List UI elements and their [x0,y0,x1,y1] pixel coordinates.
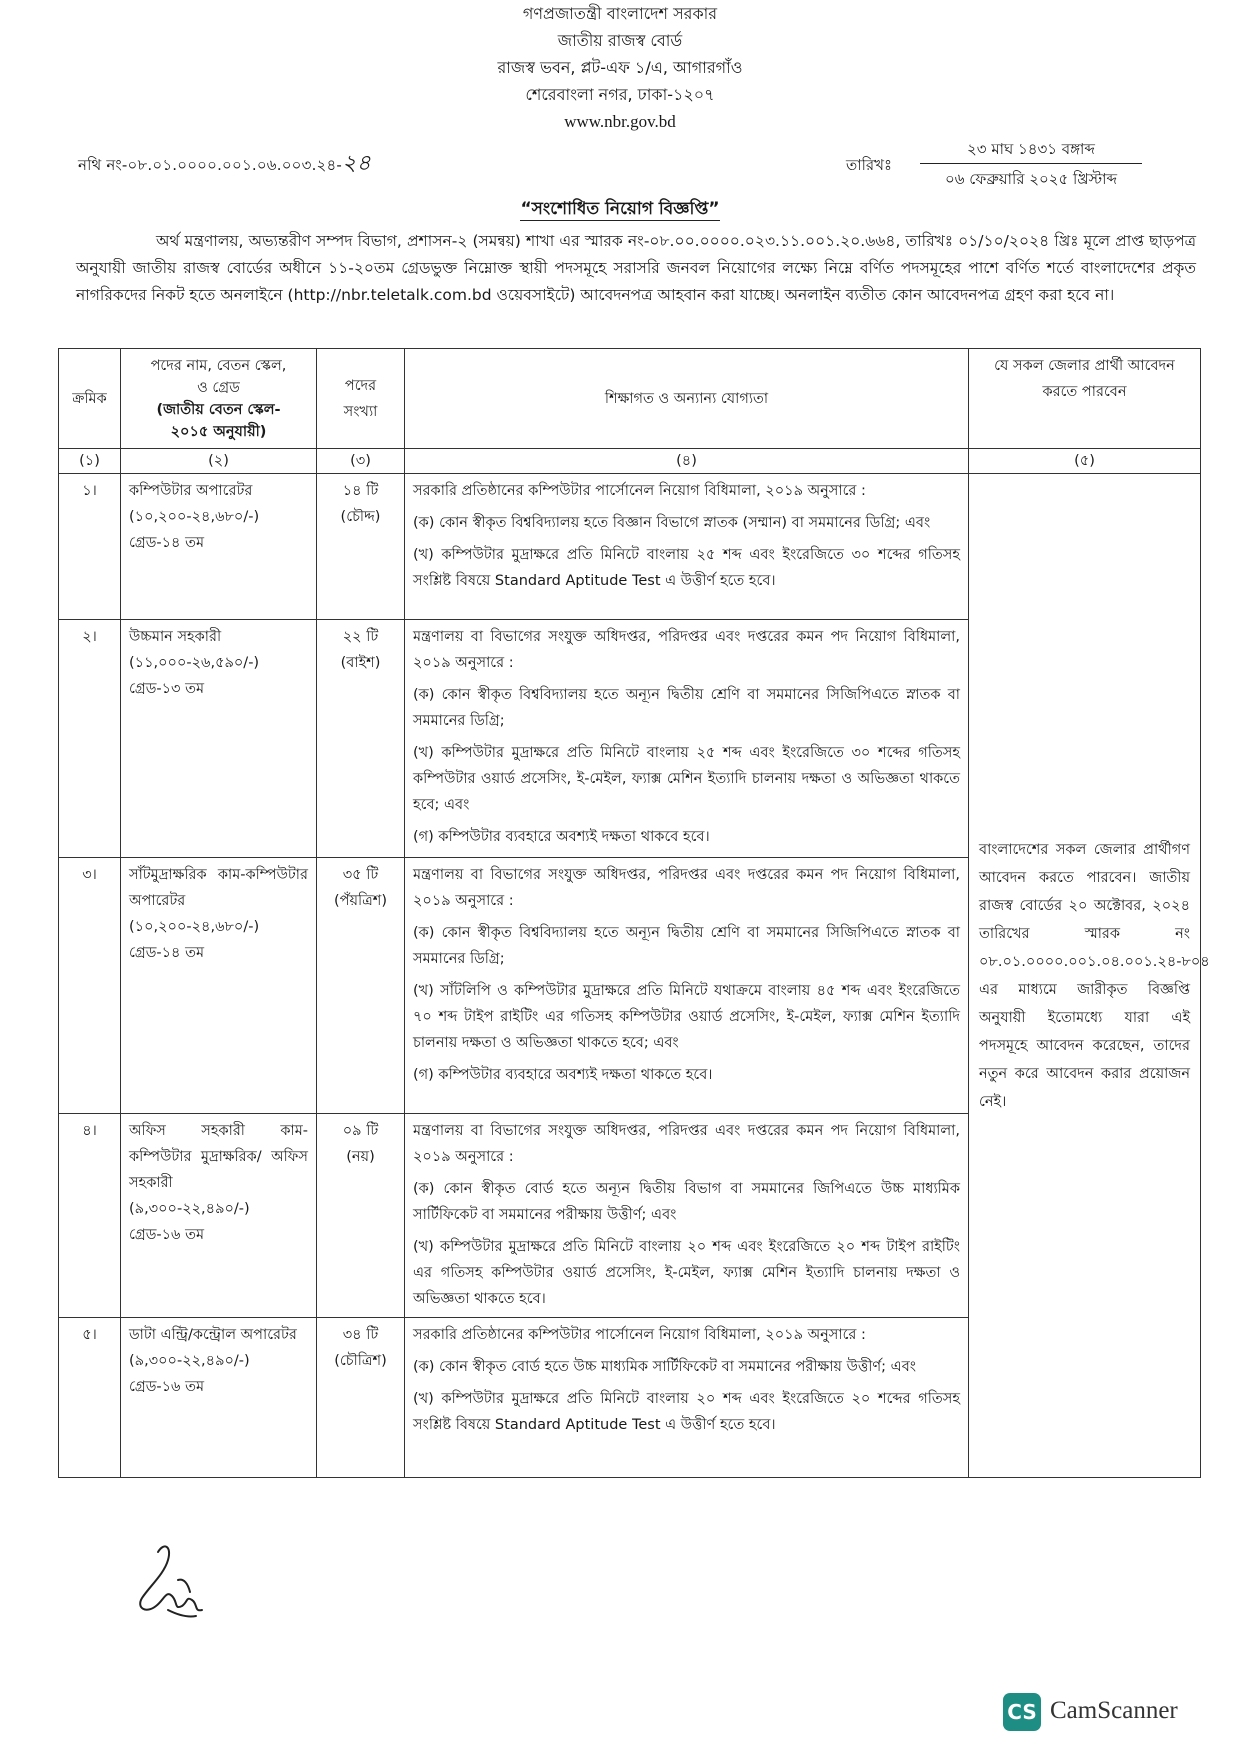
header-count-line2: সংখ্যা [343,403,378,420]
row-serial: ২। [59,620,121,858]
post-name: ডাটা এন্ট্রি/কন্ট্রোল অপারেটর [129,1327,297,1343]
header-count [317,349,405,449]
header-city: শেরেবাংলা নগর, ঢাকা-১২০৭ [525,85,715,104]
notice-title-text: “সংশোধিত নিয়োগ বিজ্ঞপ্তি” [520,199,720,219]
col-number-4: (৪) [405,449,969,474]
header-post-line2: ও গ্রেড [197,379,240,396]
post-count-words: (চৌত্রিশ) [334,1353,387,1369]
post-count-words: (নয়) [346,1149,375,1165]
post-grade: গ্রেড-১৬ তম [129,1379,205,1395]
handwritten-signature-icon [128,1540,218,1620]
memo-handwritten-suffix: ২৪ [342,151,372,176]
qualification-a: (ক) কোন স্বীকৃত বোর্ড হতে উচ্চ মাধ্যমিক সার্টিফিকেট বা সমমানের পরীক্ষায় উত্তীর্ণ; এবং [413,1359,916,1375]
row-post [121,1114,317,1318]
row-serial: ৫। [59,1318,121,1478]
header-post-line1: পদের নাম, বেতন স্কেল, [150,357,287,374]
qualification-intro: সরকারি প্রতিষ্ঠানের কম্পিউটার পার্সোনেল নিয়োগ বিধিমালা, ২০১৯ অনুসারে : [413,1327,866,1343]
camscanner-brand: CamScanner [1050,1697,1178,1724]
qualification-a: (ক) কোন স্বীকৃত বিশ্ববিদ্যালয় হতে অন্যূন দ্বিতীয় শ্রেণি বা সমমানের সিজিপিএতে স্নাতক বা সমমানের ডিগ্রি; [413,925,960,967]
qualification-a: (ক) কোন স্বীকৃত বিশ্ববিদ্যালয় হতে বিজ্ঞান বিভাগে স্নাতক (সম্মান) বা সমমানের ডিগ্রি; এবং [413,515,931,531]
col-number-5: (৫) [969,449,1201,474]
row-count [317,620,405,858]
post-grade: গ্রেড-১৬ তম [129,1227,205,1243]
header-address: রাজস্ব ভবন, প্লট-এফ ১/এ, আগারগাঁও [497,58,743,77]
post-name: কম্পিউটার অপারেটর [129,483,253,499]
header-serial: ক্রমিক [59,349,121,449]
intro-text: অর্থ মন্ত্রণালয়, অভ্যন্তরীণ সম্পদ বিভাগ, প্রশাসন-২ (সমন্বয়) শাখা এর স্মারক নং-০৮.০০.০০০০.০২৩.১১.০০১.২০.৬৬৪, তারিখঃ ০১/১০/২০২৪ খ্রিঃ মূলে প্রাপ্ত ছাড়পত্র অনুযায়ী জাতীয় রাজস্ব বোর্ডের অধীনে ১১-২০তম গ্রেডভুক্ত নিম্নোক্ত স্থায়ী পদসমূহে সরাসরি জনবল নিয়োগের লক্ষ্যে নিম্নে বর্ণিত পদসমূহের পাশে বর্ণিত শর্তে বাংলাদেশের প্রকৃত নাগরিকদের নিকট হতে অনলাইনে (http://nbr.teletalk.com.bd ওয়েবসাইটে) আবেদনপত্র আহবান করা যাচ্ছে। অনলাইন ব্যতীত কোন আবেদনপত্র গ্রহণ করা হবে না। [76,232,1196,304]
qualification-a: (ক) কোন স্বীকৃত বিশ্ববিদ্যালয় হতে অন্যূন দ্বিতীয় শ্রেণি বা সমমানের সিজিপিএতে স্নাতক বা সমমানের ডিগ্রি; [413,687,960,729]
post-name: উচ্চমান সহকারী [129,629,222,645]
recruitment-table [58,348,1210,1478]
header-government: গণপ্রজাতন্ত্রী বাংলাদেশ সরকার [522,4,718,23]
post-name: সাঁটমুদ্রাক্ষরিক কাম-কম্পিউটার অপারেটর [129,867,308,909]
post-count: ১৪ টি [342,483,379,499]
row-qualification [405,1114,969,1318]
qualification-c: (গ) কম্পিউটার ব্যবহারে অবশ্যই দক্ষতা থাকবে হবে। [413,829,710,845]
header-website: www.nbr.gov.bd [564,112,676,131]
qualification-b: (খ) সাঁটলিপি ও কম্পিউটার মুদ্রাক্ষরে প্রতি মিনিটে যথাক্রমে বাংলায় ৪৫ শব্দ এবং ইংরেজিতে ৭০ শব্দ টাইপ রাইটিং এর গতিসহ কম্পিউটার ওয়ার্ড প্রসেসিং, ই-মেইল, ফ্যাক্স মেশিন ইত্যাদি চালনায় দক্ষতা ও অভিজ্ঞতা থাকতে হবে; এবং [413,983,960,1051]
qualification-a: (ক) কোন স্বীকৃত বোর্ড হতে অন্যূন দ্বিতীয় বিভাগ বা সমমানের জিপিএতে উচ্চ মাধ্যমিক সার্টিফিকেট বা সমমানের পরীক্ষায় উত্তীর্ণ; এবং [413,1181,960,1223]
row-post [121,620,317,858]
qualification-b: (খ) কম্পিউটার মুদ্রাক্ষরে প্রতি মিনিটে বাংলায় ২০ শব্দ এবং ইংরেজিতে ২০ শব্দ টাইপ রাইটিং এর গতিসহ কম্পিউটার ওয়ার্ড প্রসেসিং, ই-মেইল, ফ্যাক্স মেশিন ইত্যাদি চালনায় দক্ষতা ও অভিজ্ঞতা থাকতে হবে। [413,1239,960,1307]
qualification-b: (খ) কম্পিউটার মুদ্রাক্ষরে প্রতি মিনিটে বাংলায় ২০ শব্দ এবং ইংরেজিতে ২০ শব্দের গতিসহ সংশ্লিষ্ট বিষয়ে Standard Aptitude Test এ উত্তীর্ণ হতে হবে। [413,1391,960,1433]
header-district: যে সকল জেলার প্রার্থী আবেদন করতে পারবেন [969,349,1201,449]
row-qualification [405,1318,969,1478]
qualification-b: (খ) কম্পিউটার মুদ্রাক্ষরে প্রতি মিনিটে বাংলায় ২৫ শব্দ এবং ইংরেজিতে ৩০ শব্দের গতিসহ কম্পিউটার ওয়ার্ড প্রসেসিং, ই-মেইল, ফ্যাক্স মেশিন ইত্যাদি চালনায় দক্ষতা ও অভিজ্ঞতা থাকতে হবে; এবং [413,745,960,813]
post-count: ৩৪ টি [342,1327,379,1343]
post-grade: গ্রেড-১৩ তম [129,681,205,697]
header-count-line1: পদের [344,377,377,394]
post-grade: গ্রেড-১৪ তম [129,945,205,961]
qualification-intro: মন্ত্রণালয় বা বিভাগের সংযুক্ত অধিদপ্তর, পরিদপ্তর এবং দপ্তরের কমন পদ নিয়োগ বিধিমালা, ২০১৯ অনুসারে : [413,629,960,671]
row-qualification [405,858,969,1114]
post-scale: (৯,৩০০-২২,৪৯০/-) [129,1201,250,1217]
col-number-1: (১) [59,449,121,474]
post-count: ০৯ টি [342,1123,379,1139]
qualification-b: (খ) কম্পিউটার মুদ্রাক্ষরে প্রতি মিনিটে বাংলায় ২৫ শব্দ এবং ইংরেজিতে ৩০ শব্দের গতিসহ সংশ্লিষ্ট বিষয়ে Standard Aptitude Test এ উত্তীর্ণ হতে হবে। [413,547,960,589]
post-count-words: (বাইশ) [340,655,381,671]
date-label: তারিখঃ [846,156,892,174]
row-qualification [405,474,969,620]
post-scale: (১০,২০০-২৪,৬৮০/-) [129,509,260,525]
table-row [59,474,1201,620]
post-count-words: (পঁয়ত্রিশ) [333,893,388,909]
date-bangla: ২৩ মাঘ ১৪৩১ বঙ্গাব্দ [967,140,1095,158]
col-number-2: (২) [121,449,317,474]
qualification-intro: সরকারি প্রতিষ্ঠানের কম্পিউটার পার্সোনেল নিয়োগ বিধিমালা, ২০১৯ অনুসারে : [413,483,866,499]
row-qualification [405,620,969,858]
row-post [121,858,317,1114]
post-scale: (১০,২০০-২৪,৬৮০/-) [129,919,260,935]
row-count [317,474,405,620]
memo-number-text: নথি নং-০৮.০১.০০০০.০০১.০৬.০০৩.২৪- [78,156,343,174]
letterhead [0,2,1240,137]
date-gregorian: ০৬ ফেব্রুয়ারি ২০২৫ খ্রিস্টাব্দ [945,170,1117,188]
row-count [317,1318,405,1478]
memo-number [78,146,371,183]
header-post-line4: ২০১৫ অনুযায়ী) [170,423,267,440]
row-serial: ৩। [59,858,121,1114]
post-grade: গ্রেড-১৪ তম [129,535,205,551]
table-header-row [59,349,1201,449]
header-post-line3: (জাতীয় বেতন স্কেল- [156,401,281,418]
post-count: ৩৫ টি [342,867,379,883]
intro-paragraph [76,228,1196,309]
column-number-row [59,449,1201,474]
col-number-3: (৩) [317,449,405,474]
post-name: অফিস সহকারী কাম-কম্পিউটার মুদ্রাক্ষরিক/ অফিস সহকারী [129,1123,308,1191]
date-divider [920,163,1142,164]
row-serial: ৪। [59,1114,121,1318]
notice-title [0,196,1240,224]
header-qualification: শিক্ষাগত ও অন্যান্য যোগ্যতা [405,349,969,449]
qualification-intro: মন্ত্রণালয় বা বিভাগের সংযুক্ত অধিদপ্তর, পরিদপ্তর এবং দপ্তরের কমন পদ নিয়োগ বিধিমালা, ২০১৯ অনুসারে : [413,1123,960,1165]
header-board: জাতীয় রাজস্ব বোর্ড [557,31,683,50]
post-scale: (১১,০০০-২৬,৫৯০/-) [129,655,260,671]
row-post [121,1318,317,1478]
row-count [317,858,405,1114]
qualification-c: (গ) কম্পিউটার ব্যবহারে অবশ্যই দক্ষতা থাকতে হবে। [413,1067,713,1083]
camscanner-logo-text: CS [1007,1700,1037,1724]
post-scale: (৯,৩০০-২২,৪৯০/-) [129,1353,250,1369]
post-count: ২২ টি [342,629,379,645]
district-note: বাংলাদেশের সকল জেলার প্রার্থীগণ আবেদন করতে পারবেন। জাতীয় রাজস্ব বোর্ডের ২০ অক্টোবর, ২০২৪ তারিখের স্মারক নং ০৮.০১.০০০০.০০১.০৪.০০১.২৪-৮০৪ এর মাধ্যমে জারীকৃত বিজ্ঞপ্তি অনুযায়ী ইতোমধ্যে যারা এই পদসমূহে আবেদন করেছেন, তাদের নতুন করে আবেদন করার প্রয়োজন নেই। [969,474,1201,1478]
camscanner-logo-icon [1003,1693,1041,1731]
row-serial: ১। [59,474,121,620]
row-count [317,1114,405,1318]
post-count-words: (চৌদ্দ) [340,509,381,525]
header-post [121,349,317,449]
qualification-intro: মন্ত্রণালয় বা বিভাগের সংযুক্ত অধিদপ্তর, পরিদপ্তর এবং দপ্তরের কমন পদ নিয়োগ বিধিমালা, ২০১৯ অনুসারে : [413,867,960,909]
row-post [121,474,317,620]
